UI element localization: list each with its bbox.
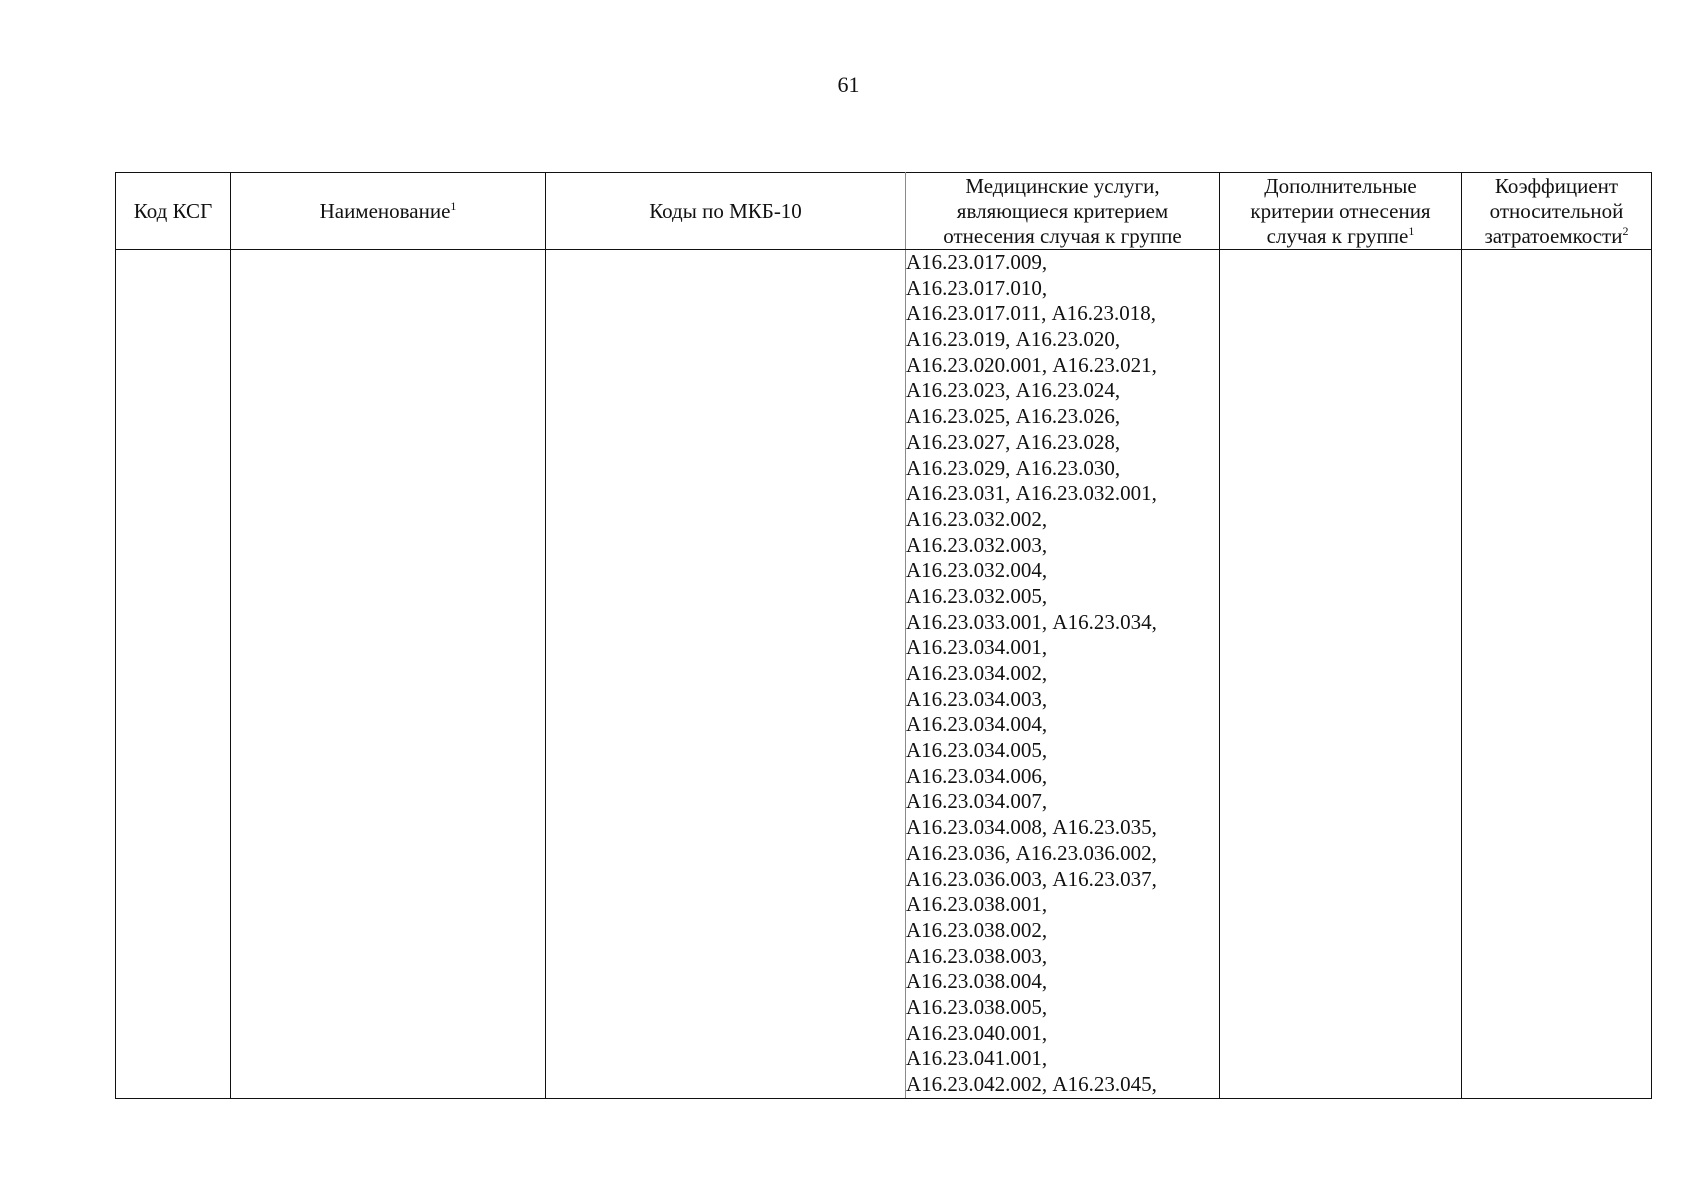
list-item: А16.23.033.001, А16.23.034,	[906, 609, 1157, 634]
cell-mkb-codes	[546, 250, 906, 1099]
list-item: А16.23.032.005,	[906, 583, 1048, 608]
cell-name	[231, 250, 546, 1099]
list-item: А16.23.034.007,	[906, 789, 1048, 814]
header-name	[231, 173, 546, 250]
list-item: А16.23.023, А16.23.024,	[906, 378, 1121, 403]
list-item: А16.23.025, А16.23.026,	[906, 404, 1121, 429]
table-header	[116, 173, 1652, 250]
header-ksg-code-label: Код КСГ	[133, 198, 213, 223]
page-number: 61	[837, 72, 860, 97]
header-name-footnote: 1	[450, 198, 457, 213]
table-row	[116, 250, 1652, 1099]
list-item: А16.23.034.001,	[906, 635, 1048, 660]
list-item: А16.23.034.006,	[906, 763, 1048, 788]
header-medical-services-label: Медицинские услуги, являющиеся критерием отнесения случая к группе	[943, 173, 1182, 248]
header-extra-criteria-label: Дополнительные критерии отнесения случая к группе	[1250, 173, 1431, 248]
list-item: А16.23.027, А16.23.028,	[906, 429, 1121, 454]
list-item: А16.23.038.002,	[906, 917, 1048, 942]
services-list	[906, 250, 1219, 1098]
list-item: А16.23.019, А16.23.020,	[906, 327, 1121, 352]
header-cost-coefficient-label: Коэффициент относительной затратоемкости	[1484, 173, 1624, 248]
header-extra-criteria	[1220, 173, 1462, 250]
header-medical-services	[906, 173, 1220, 250]
header-extra-criteria-footnote: 1	[1408, 223, 1415, 238]
list-item: А16.23.036, А16.23.036.002,	[906, 840, 1157, 865]
list-item: А16.23.017.009,	[906, 250, 1048, 274]
cell-ksg-code	[116, 250, 231, 1099]
list-item: А16.23.038.003,	[906, 943, 1048, 968]
list-item: А16.23.029, А16.23.030,	[906, 455, 1121, 480]
list-item: А16.23.017.010,	[906, 275, 1048, 300]
list-item: А16.23.038.004,	[906, 969, 1048, 994]
header-ksg-code	[116, 173, 231, 250]
list-item: А16.23.034.005,	[906, 738, 1048, 763]
list-item: А16.23.020.001, А16.23.021,	[906, 352, 1157, 377]
table-body	[116, 250, 1652, 1099]
header-row	[116, 173, 1652, 250]
list-item: А16.23.034.008, А16.23.035,	[906, 815, 1157, 840]
cell-cost-coefficient	[1462, 250, 1652, 1099]
cell-medical-services	[906, 250, 1220, 1099]
list-item: А16.23.038.005,	[906, 994, 1048, 1019]
cell-extra-criteria	[1220, 250, 1462, 1099]
list-item: А16.23.034.003,	[906, 686, 1048, 711]
header-mkb-codes-label: Коды по МКБ-10	[649, 198, 802, 223]
list-item: А16.23.032.002,	[906, 506, 1048, 531]
list-item: А16.23.032.003,	[906, 532, 1048, 557]
list-item: А16.23.040.001,	[906, 1020, 1048, 1045]
list-item: А16.23.036.003, А16.23.037,	[906, 866, 1157, 891]
list-item: А16.23.042.002, А16.23.045,	[906, 1072, 1157, 1096]
list-item: А16.23.034.002,	[906, 661, 1048, 685]
header-cost-coefficient-footnote: 2	[1622, 223, 1629, 238]
ksg-table	[115, 172, 1652, 1099]
list-item: А16.23.038.001,	[906, 892, 1048, 917]
list-item: А16.23.032.004,	[906, 558, 1048, 583]
list-item: А16.23.017.011, А16.23.018,	[906, 301, 1157, 326]
list-item: А16.23.034.004,	[906, 712, 1048, 737]
header-cost-coefficient	[1462, 173, 1652, 250]
list-item: А16.23.041.001,	[906, 1046, 1048, 1071]
header-name-label: Наименование	[319, 198, 451, 223]
header-mkb-codes	[546, 173, 906, 250]
list-item: А16.23.031, А16.23.032.001,	[906, 481, 1157, 506]
